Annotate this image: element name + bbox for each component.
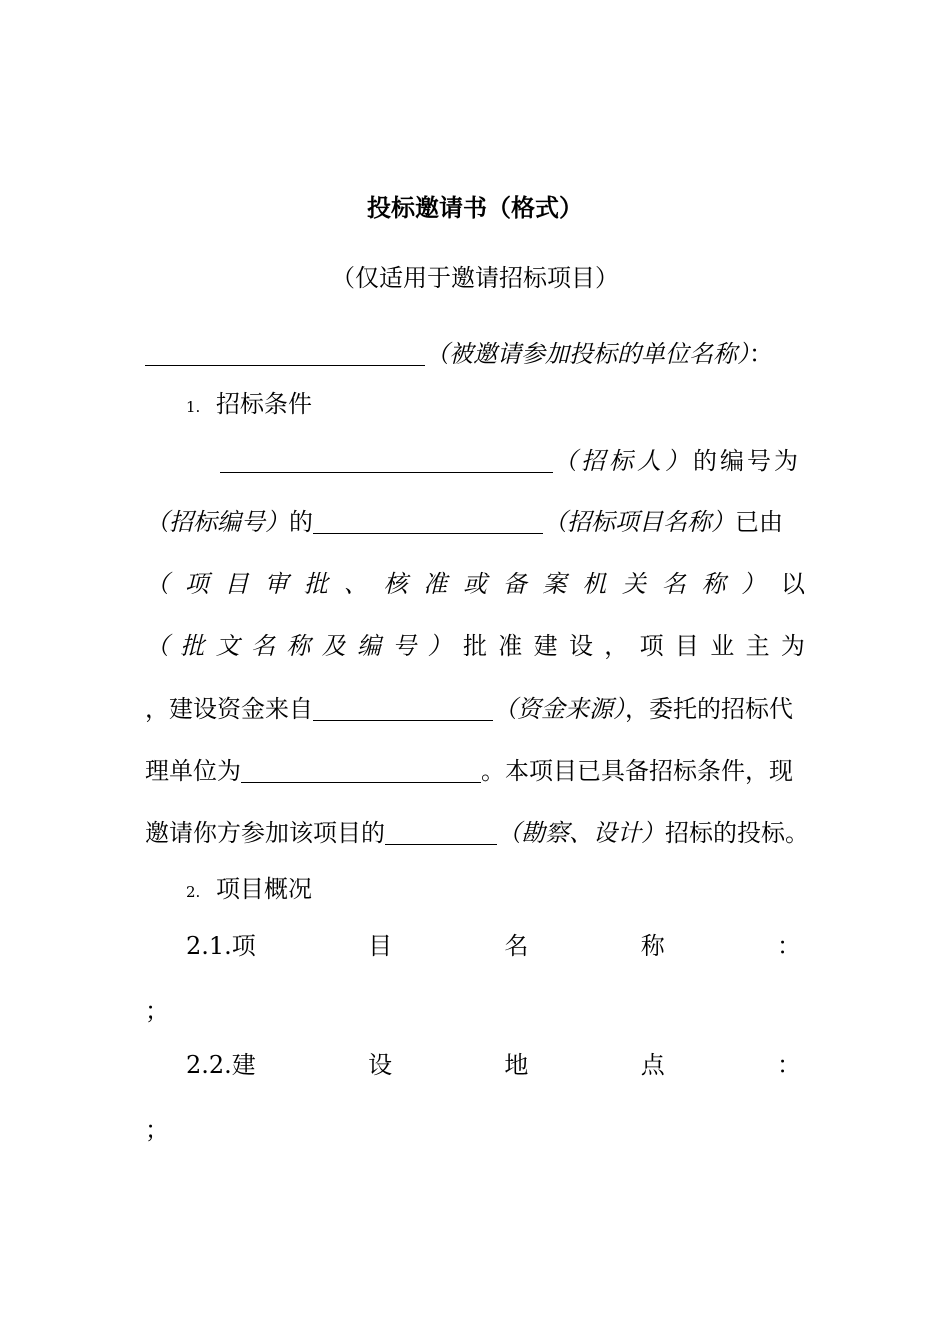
char: 或 (463, 570, 487, 598)
condition-line-3 (145, 568, 805, 600)
project-name-note: （招标项目名称） (543, 508, 735, 536)
char: 设 (568, 632, 593, 660)
condition-line-7 (145, 817, 809, 849)
fund-source-note: （资金来源） (493, 695, 625, 723)
char: 项 (184, 570, 209, 598)
condition-line-4 (145, 630, 805, 662)
char: ， (604, 632, 629, 660)
char: 称 (701, 570, 726, 598)
item-number: 2.1. (186, 932, 232, 960)
char: 目 (224, 570, 249, 598)
condition-line-6 (145, 755, 805, 787)
char: （ (145, 570, 169, 598)
char: 建 (231, 1051, 256, 1079)
char: 为 (780, 632, 805, 660)
section2-number: 2. (186, 883, 201, 901)
char: 批 (462, 632, 487, 660)
condition-text: 的 (289, 508, 313, 536)
char: 备 (502, 570, 527, 598)
condition-text: ，委托的招标代 (625, 695, 793, 723)
document-subtitle: （仅适用于邀请招标项目） (331, 264, 619, 292)
char: 名 (661, 570, 686, 598)
char: 目 (368, 932, 393, 960)
item-number: 2.2. (186, 1051, 232, 1079)
char: 关 (622, 570, 646, 598)
section1-number: 1. (186, 398, 201, 416)
tender-number-note: （招标编号） (145, 508, 289, 536)
agency-blank (241, 760, 481, 783)
char: 及 (321, 632, 346, 660)
tenderer-blank (220, 450, 553, 473)
char: 地 (504, 1051, 529, 1079)
condition-text: 邀请你方参加该项目的 (145, 819, 385, 847)
char: 业 (710, 632, 735, 660)
section1-heading (186, 388, 846, 423)
char: 项 (639, 632, 664, 660)
char: 准 (498, 632, 523, 660)
char: 目 (674, 632, 699, 660)
condition-text: 的编号为 (693, 447, 801, 475)
char: 案 (542, 570, 567, 598)
char: 设 (368, 1051, 393, 1079)
section2-title: 项目概况 (216, 875, 312, 903)
addressee-line (145, 338, 805, 370)
char: 编 (356, 632, 381, 660)
char: 审 (264, 570, 289, 598)
char: 称 (640, 932, 665, 960)
char: 称 (286, 632, 311, 660)
project-name-blank (313, 511, 543, 534)
scope-blank (385, 822, 497, 845)
addressee-note: （被邀请参加投标的单位名称） (425, 340, 749, 368)
condition-text: 。本项目已具备招标条件，现 (481, 757, 793, 785)
char: 准 (423, 570, 448, 598)
char: 文 (215, 632, 240, 660)
item-project-name (186, 930, 801, 962)
condition-line-2 (145, 506, 805, 538)
char: 点 (640, 1051, 665, 1079)
document-title: 投标邀请书（格式） (367, 193, 583, 222)
char: 批 (180, 632, 205, 660)
section2-heading (186, 873, 846, 908)
char: ） (427, 632, 452, 660)
char: 主 (745, 632, 770, 660)
condition-line-1 (220, 445, 805, 477)
char: 以 (781, 570, 805, 598)
tenderer-note: （招标人） (553, 447, 693, 475)
section1-title: 招标条件 (216, 390, 312, 418)
condition-text: 已由 (735, 508, 783, 536)
char: 建 (533, 632, 558, 660)
condition-text: 招标的投标。 (665, 819, 809, 847)
item-construction-site-end: ； (145, 1116, 169, 1144)
char: 批 (304, 570, 328, 598)
char: 核 (383, 570, 408, 598)
item-construction-site (186, 1049, 801, 1081)
scope-note: （勘察、设计） (497, 819, 665, 847)
char: 、 (343, 570, 368, 598)
item-colon: ： (776, 1051, 801, 1079)
condition-line-5 (145, 693, 805, 725)
item-colon: ： (776, 932, 801, 960)
condition-text: 理单位为 (145, 757, 241, 785)
item-project-name-end: ； (145, 997, 169, 1025)
addressee-colon: ： (749, 340, 773, 368)
condition-text: ，建设资金来自 (145, 695, 313, 723)
char: 机 (582, 570, 607, 598)
fund-source-blank (313, 698, 493, 721)
char: 项 (231, 932, 256, 960)
char: 号 (392, 632, 417, 660)
char: （ (145, 632, 169, 660)
char: 名 (504, 932, 529, 960)
addressee-blank (145, 343, 425, 366)
char: ） (741, 570, 766, 598)
char: 名 (250, 632, 275, 660)
